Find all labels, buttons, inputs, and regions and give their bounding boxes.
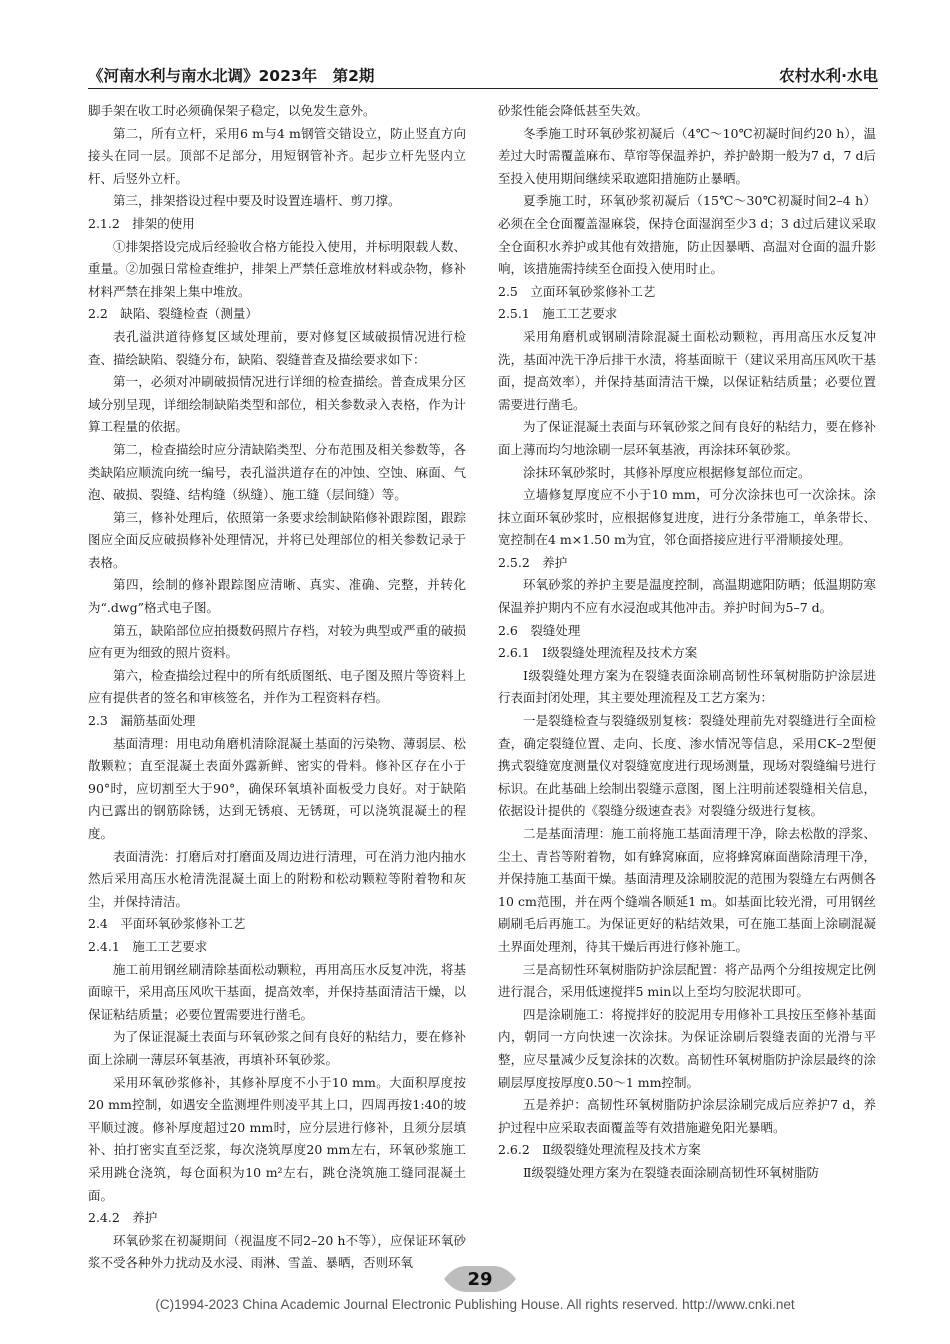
paragraph: 冬季施工时环氧砂浆初凝后（4℃～10℃初凝时间约20 h），温差过大时需覆盖麻布、草帘等保温养护，养护龄期一般为7 d，7 d后至投入使用期间继续采取遮阳措施防止暴晒。 [498,125,876,186]
paragraph: 环氧砂浆在初凝期间（视温度不同2–20 h不等），应保证环氧砂浆不受各种外力扰动及水浸、雨淋、雪盖、暴晒，否则环氧 [88,1232,466,1271]
paragraph: Ⅱ级裂缝处理方案为在裂缝表面涂刷高韧性环氧树脂防 [523,1164,819,1180]
paragraph: 第二，检查描绘时应分清缺陷类型、分布范围及相关参数等，各类缺陷应顺流向统一编号，表孔溢洪道存在的冲蚀、空蚀、麻面、气泡、破损、裂缝、结构缝（纵缝）、施工缝（层间缝）等。 [88,441,466,503]
paragraph: ①排架搭设完成后经验收合格方能投入使用，并标明限载人数、重量。②加强日常检查维护，排架上严禁任意堆放材料或杂物，修补材料严禁在排架上集中堆放。 [88,238,466,299]
paragraph: 第二，所有立杆，采用6 m与4 m钢管交错设立，防止竖直方向接头在同一层。顶部不足部分，用短钢管补齐。起步立杆先竖内立杆、后竖外立杆。 [88,125,466,186]
section-heading: 2.4.1 施工工艺要求 [88,938,208,954]
paragraph: 二是基面清理：施工前将施工基面清理干净，除去松散的浮浆、尘土、青苔等附着物，如有蜂窝麻面，应将蜂窝麻面凿除清理干净，并保持施工基面干燥。基面清理及涂刷胶泥的范围为裂缝左右两侧各10 cm范围，并在两个缝端各顺延1 m。如基面比较光滑，可用钢丝刷刷毛后再施工。为保证更好的粘结效果，可在施工基面上涂刷混凝土界面处理剂，待其干燥后再进行修补施工。 [498,826,876,954]
section-heading: 2.5.2 养护 [498,554,568,570]
paragraph: 为了保证混凝土表面与环氧砂浆之间有良好的粘结力，要在修补面上薄而均匀地涂刷一层环氧基液，再涂抹环氧砂浆。 [498,419,876,457]
paragraph: 四是涂刷施工：将搅拌好的胶泥用专用修补工具按压至修补基面内，朝同一方向快速一次涂抹。为保证涂刷后裂缝表面的光滑与平整，应尽量减少反复涂抹的次数。高韧性环氧树脂防护涂层最终的涂刷层厚度按厚度0.50～1 mm控制。 [498,1006,876,1090]
right-column [498,100,876,1185]
section-heading: 2.6 裂缝处理 [498,622,581,638]
paragraph: 涂抹环氧砂浆时，其修补厚度应根据修复部位而定。 [523,464,811,480]
paragraph: 环氧砂浆的养护主要是温度控制，高温期遮阳防晒；低温期防寒保温养护期内不应有水浸泡或其他冲击。养护时间为5–7 d。 [498,577,876,616]
paragraph: 第四，绘制的修补跟踪图应清晰、真实、准确、完整，并转化为“.dwg”格式电子图。 [88,577,466,616]
paragraph: 第五，缺陷部位应拍摄数码照片存档，对较为典型或严重的破损应有更为细致的照片资料。 [88,622,466,661]
page-number-badge [444,1264,516,1294]
paragraph: 第六，检查描绘过程中的所有纸质图纸、电子图及照片等资料上应有提供者的签名和审核签名，并作为工程资料存档。 [88,667,466,706]
paragraph: 采用角磨机或钢刷清除混凝土面松动颗粒，再用高压水反复冲洗，基面冲洗干净后排干水渍，将基面晾干（建议采用高压风吹干基面，提高效率），并保持基面清洁干燥，以保证粘结质量；必要位置需要进行凿毛。 [498,328,876,412]
paragraph: 为了保证混凝土表面与环氧砂浆之间有良好的粘结力，要在修补面上涂刷一薄层环氧基液，再填补环氧砂浆。 [88,1029,466,1067]
section-heading: 2.3 漏筋基面处理 [88,713,196,729]
paragraph: 第三，修补处理后，依照第一条要求绘制缺陷修补跟踪图，跟踪图应全面反应破损修补处理情况，并将已处理部位的相关参数记录于表格。 [88,509,466,570]
paragraph: 五是养护：高韧性环氧树脂防护涂层涂刷完成后应养护7 d，养护过程中应采取表面覆盖等有效措施避免阳光暴晒。 [498,1097,876,1135]
paragraph: 表面清洗：打磨后对打磨面及周边进行清理，可在消力池内抽水然后采用高压水枪清洗混凝土面上的附粉和松动颗粒等附着物和灰尘，并保持清洁。 [88,848,466,909]
paragraph: 采用环氧砂浆修补，其修补厚度不小于10 mm。大面积厚度按20 mm控制，如遇安全监测埋件则凌平其上口，四周再按1:40的坡平顺过渡。修补厚度超过20 mm时，应分层进行修补，且须分层填补、拍打密实直至泛浆，每次浇筑厚度20 mm左右，环氧砂浆施工采用跳仓浇筑，每仓面积为10 m²左右，跳仓浇筑施工缝同混凝土面。 [88,1074,466,1203]
paragraph: 施工前用钢丝刷清除基面松动颗粒，再用高压水反复冲洗，将基面晾干，采用高压风吹干基面，提高效率，并保持基面清洁干燥，以保证粘结质量；必要位置需要进行凿毛。 [88,961,466,1022]
paragraph: 一是裂缝检查与裂缝级别复核：裂缝处理前先对裂缝进行全面检查，确定裂缝位置、走向、长度、渗水情况等信息，采用CK–2型便携式裂缝宽度测量仪对裂缝宽度进行现场测量，现场对裂缝编号进行标识。在此基础上绘制出裂缝示意图，图上注明前述裂缝相关信息，依据设计提供的《裂缝分级速查表》对裂缝分级进行复核。 [498,713,876,819]
paragraph-continuation: 砂浆性能会降低甚至失效。 [498,103,649,118]
section-heading: 2.4 平面环氧砂浆修补工艺 [88,916,246,932]
section-heading: 2.1.2 排架的使用 [88,215,195,231]
section-heading: 2.6.2 Ⅱ级裂缝处理流程及技术方案 [498,1142,701,1158]
paragraph: 立墙修复厚度应不小于10 mm，可分次涂抹也可一次涂抹。涂抹立面环氧砂浆时，应根据修复进度，进行分条带施工，单条带长、宽控制在4 m×1.50 m为宜，邻仓面搭接应进行平滑顺接处理。 [498,487,876,548]
section-title: 农村水利·水电 [779,67,878,85]
section-heading: 2.4.2 养护 [88,1210,158,1226]
section-heading: 2.5 立面环氧砂浆修补工艺 [498,283,656,299]
section-heading: 2.5.1 施工工艺要求 [498,306,618,322]
paragraph: 夏季施工时，环氧砂浆初凝后（15℃～30℃初凝时间2–4 h）必须在全仓面覆盖湿麻袋，保持仓面湿润至少3 d；3 d过后建议采取全仓面积水养护或其他有效措施，防止因暴晒、高温对仓面的温升影响，该措施需持续至仓面投入使用时止。 [498,193,876,277]
header-rule [88,88,878,89]
paragraph: 第一，必须对冲刷破损情况进行详细的检查描绘。普查成果分区域分别呈现，详细绘制缺陷类型和部位，相关参数录入表格，作为计算工程量的依据。 [88,374,466,435]
copyright-footer: (C)1994-2023 China Academic Journal Electronic Publishing House. All rights reserved. http://www.cnki.net [155,1297,795,1312]
paragraph: 三是高韧性环氧树脂防护涂层配置：将产品两个分组按规定比例进行混合，采用低速搅拌5 min以上至均匀胶泥状即可。 [498,961,876,1000]
paragraph: 基面清理：用电动角磨机清除混凝土基面的污染物、薄弱层、松散颗粒；直至混凝土表面外露新鲜、密实的骨料。修补区存在小于90°时，应切割至大于90°，确保环氧填补面板受力良好。对于缺陷内已露出的钢筋除锈，达到无锈痕、无锈斑，可以浇筑混凝土的程度。 [88,735,466,841]
journal-title: 《河南水利与南水北调》2023年 第2期 [88,67,375,85]
paragraph: 表孔溢洪道待修复区域处理前，要对修复区域破损情况进行检查、描绘缺陷、裂缝分布，缺陷、裂缝普查及描绘要求如下： [88,328,466,367]
paragraph-continuation: 脚手架在收工时必须确保架子稳定，以免发生意外。 [88,103,376,118]
left-column [88,100,466,1275]
paragraph: Ⅰ级裂缝处理方案为在裂缝表面涂刷高韧性环氧树脂防护涂层进行表面封闭处理，其主要处理流程及工艺方案为： [498,667,876,706]
section-heading: 2.6.1 Ⅰ级裂缝处理流程及技术方案 [498,645,698,661]
running-header [88,56,878,86]
section-heading: 2.2 缺陷、裂缝检查（测量） [88,306,258,322]
paragraph: 第三，排架搭设过程中要及时设置连墙杆、剪刀撑。 [113,193,401,209]
page-number: 29 [467,1268,493,1290]
